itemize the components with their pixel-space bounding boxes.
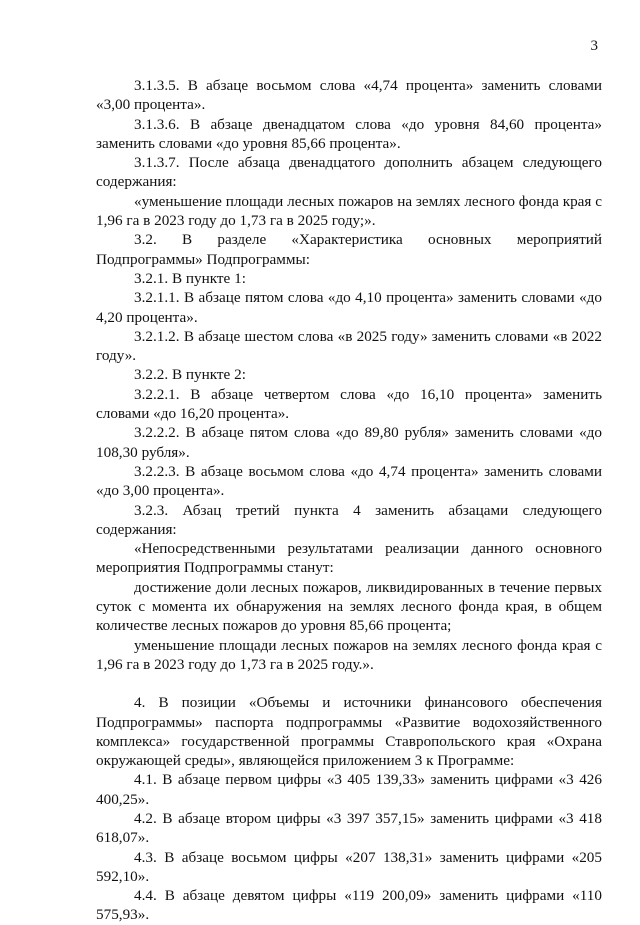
paragraph-3-2-2-1: 3.2.2.1. В абзаце четвертом слова «до 16,10 процента» заменить словами «до 16,20 процента».	[96, 385, 602, 423]
paragraph-3-2-2-2: 3.2.2.2. В абзаце пятом слова «до 89,80 рубля» заменить словами «до 108,30 рубля».	[96, 424, 602, 461]
paragraph-3-2-3: 3.2.3. Абзац третий пункта 4 заменить абзацами следующего содержания:	[96, 501, 602, 538]
paragraph-3-2-1: 3.2.1. В пункте 1:	[134, 269, 246, 287]
paragraph-4-1: 4.1. В абзаце первом цифры «3 405 139,33» заменить цифрами «3 426 400,25».	[96, 771, 602, 808]
paragraph-3-2-2: 3.2.2. В пункте 2:	[134, 366, 246, 384]
page-number: 3	[590, 38, 598, 54]
paragraph-4: 4. В позиции «Объемы и источники финансового обеспечения Подпрограммы» паспорта подпрограммы «Развитие водохозяйственного комплекса» государственной программы Ставропольского края «Охрана окружающей среды», являющейся приложением 3 к Программе:	[96, 694, 602, 770]
document-body	[96, 76, 602, 925]
quoted-paragraph-area-reduction: «уменьшение площади лесных пожаров на землях лесного фонда края с 1,96 га в 2023 году до 1,73 га в 2025 году;».	[96, 192, 602, 230]
quoted-paragraph-results: «Непосредственными результатами реализации данного основного мероприятия Подпрограммы станут:	[96, 540, 602, 577]
paragraph-3-2-1-1: 3.2.1.1. В абзаце пятом слова «до 4,10 процента» заменить словами «до 4,20 процента».	[96, 289, 602, 326]
quoted-paragraph-fire-area: уменьшение площади лесных пожаров на землях лесного фонда края с 1,96 га в 2023 году до 1,73 га в 2025 году.».	[96, 636, 602, 673]
paragraph-3-1-3-6: 3.1.3.6. В абзаце двенадцатом слова «до уровня 84,60 процента» заменить словами «до уровня 85,66 процента».	[96, 115, 602, 152]
paragraph-4-3: 4.3. В абзаце восьмом цифры «207 138,31» заменить цифрами «205 592,10».	[96, 848, 602, 885]
paragraph-4-4: 4.4. В абзаце девятом цифры «119 200,09» заменить цифрами «110 575,93».	[96, 887, 602, 924]
quoted-paragraph-fire-share: достижение доли лесных пожаров, ликвидированных в течение первых суток с момента их обнаружения на землях лесного фонда края, в общем количестве лесных пожаров до уровня 85,66 процента;	[96, 578, 602, 635]
paragraph-3-2-1-2: 3.2.1.2. В абзаце шестом слова «в 2025 году» заменить словами «в 2022 году».	[96, 327, 602, 365]
paragraph-3-1-3-5: 3.1.3.5. В абзаце восьмом слова «4,74 процента» заменить словами «3,00 процента».	[96, 77, 602, 114]
paragraph-4-2: 4.2. В абзаце втором цифры «3 397 357,15» заменить цифрами «3 418 618,07».	[96, 809, 602, 847]
paragraph-3-1-3-7: 3.1.3.7. После абзаца двенадцатого дополнить абзацем следующего содержания:	[96, 154, 602, 191]
paragraph-3-2: 3.2. В разделе «Характеристика основных мероприятий Подпрограммы» Подпрограммы:	[96, 231, 602, 268]
paragraph-gap	[96, 674, 602, 693]
paragraph-3-2-2-3: 3.2.2.3. В абзаце восьмом слова «до 4,74 процента» заменить словами «до 3,00 процента».	[96, 462, 602, 500]
